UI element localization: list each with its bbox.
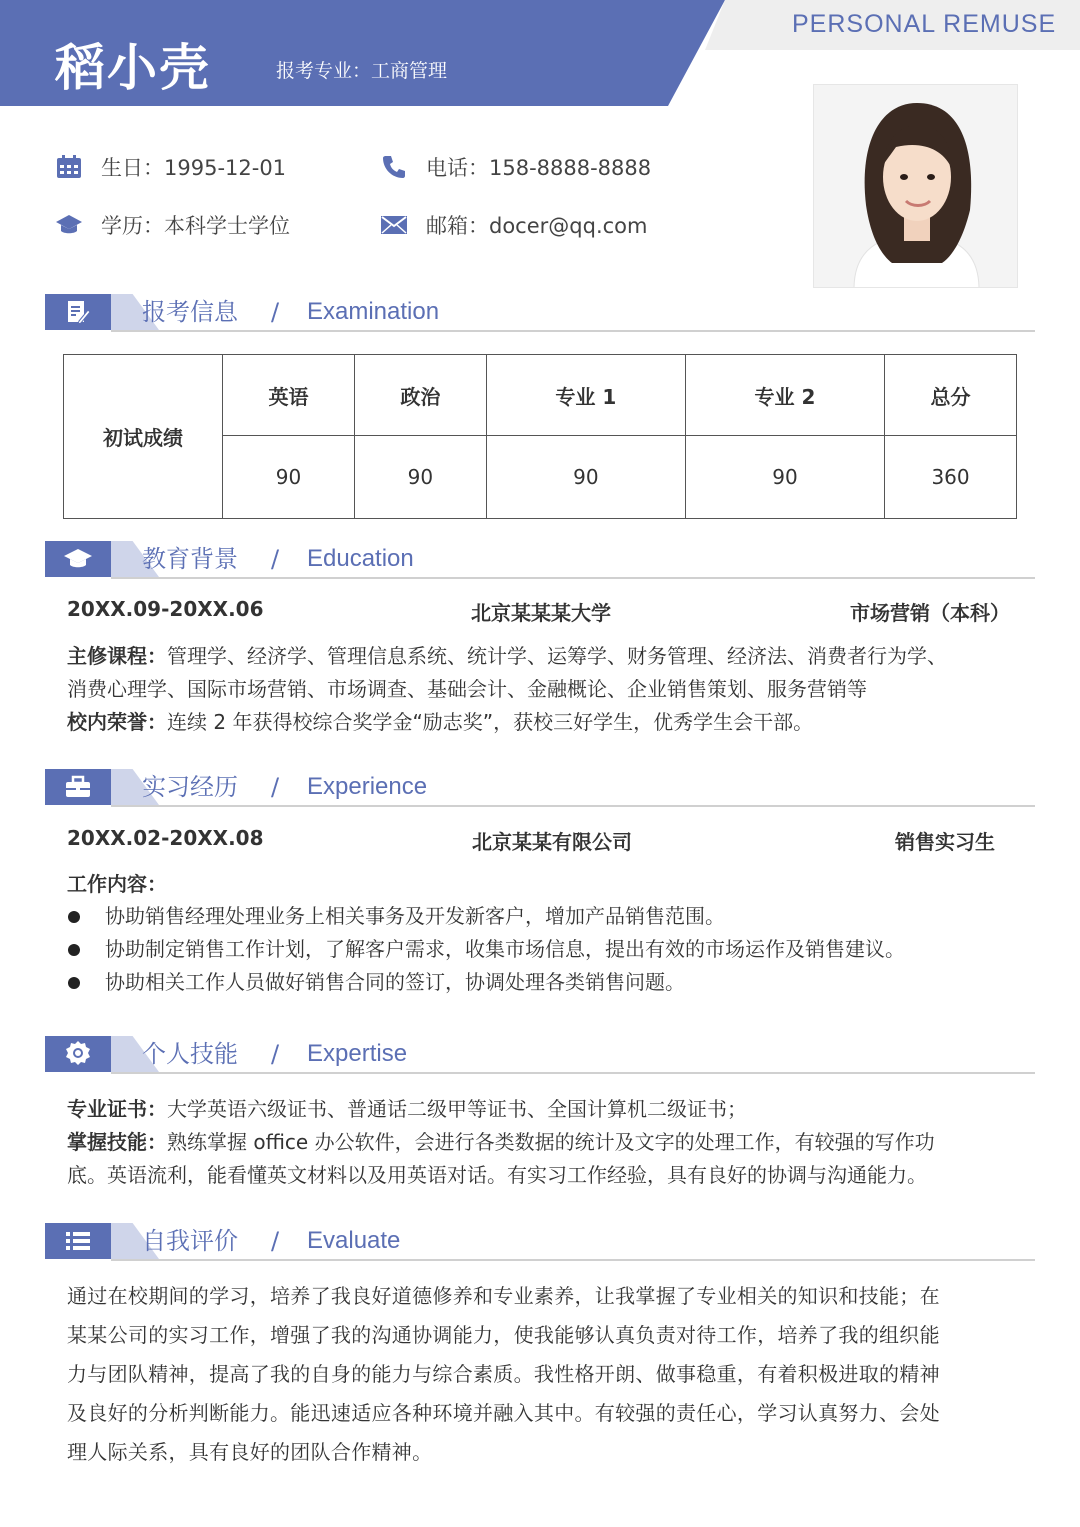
section-slash: / xyxy=(271,1227,280,1255)
evaluation-line: 某某公司的实习工作，增强了我的沟通协调能力，使我能够认真负责对待工作，培养了我的组织能 xyxy=(67,1323,940,1347)
candidate-name: 稻小壳 xyxy=(55,39,211,97)
section-header-evaluate xyxy=(45,1223,1035,1263)
phone-row xyxy=(380,152,651,182)
mail-icon xyxy=(380,211,408,239)
skills-label: 掌握技能： xyxy=(67,1130,167,1154)
section-title: 教育背景 xyxy=(142,545,238,573)
graduation-cap-icon xyxy=(45,541,111,577)
section-slash: / xyxy=(271,298,280,326)
honors-label: 校内荣誉： xyxy=(67,710,167,734)
table-header-cell: 专业 1 xyxy=(486,355,685,436)
experience-period: 20XX.02-20XX.08 xyxy=(67,826,264,850)
table-header-cell: 政治 xyxy=(354,355,486,436)
section-slash: / xyxy=(271,545,280,573)
applied-major: 报考专业：工商管理 xyxy=(276,60,448,82)
calendar-icon xyxy=(55,153,83,181)
exam-score-table xyxy=(63,354,1017,519)
section-title: 个人技能 xyxy=(142,1040,238,1068)
degree-text: 学历：本科学士学位 xyxy=(101,214,290,238)
table-header-cell: 英语 xyxy=(223,355,355,436)
section-title: 自我评价 xyxy=(142,1227,238,1255)
email-text: 邮箱：docer@qq.com xyxy=(426,214,648,238)
certificates-line xyxy=(67,1093,747,1126)
section-header-education xyxy=(45,541,1035,581)
table-header-cell: 专业 2 xyxy=(685,355,884,436)
education-degree: 市场营销（本科） xyxy=(850,601,1010,625)
section-header-skills xyxy=(45,1036,1035,1076)
certificates-text: 大学英语六级证书、普通话二级甲等证书、全国计算机二级证书； xyxy=(167,1097,747,1121)
certificates-label: 专业证书： xyxy=(67,1097,167,1121)
education-period: 20XX.09-20XX.06 xyxy=(67,597,264,621)
birthday-text: 生日：1995-12-01 xyxy=(101,156,287,180)
score-cell: 90 xyxy=(223,436,355,519)
row-label-cell: 初试成绩 xyxy=(64,355,223,519)
profile-photo xyxy=(813,84,1018,288)
education-school: 北京某某某大学 xyxy=(471,601,611,625)
evaluation-line: 通过在校期间的学习，培养了我良好道德修养和专业素养，让我掌握了专业相关的知识和技能；在 xyxy=(67,1284,940,1308)
score-cell: 90 xyxy=(354,436,486,519)
work-duties-list xyxy=(67,900,905,999)
form-edit-icon xyxy=(45,294,111,330)
work-content-label: 工作内容： xyxy=(67,872,167,896)
table-header-cell: 总分 xyxy=(885,355,1017,436)
section-title: 报考信息 xyxy=(142,298,238,326)
honors-text: 连续 2 年获得校综合奖学金“励志奖”，获校三好学生，优秀学生会干部。 xyxy=(167,710,814,734)
degree-row xyxy=(55,210,290,240)
education-summary-row xyxy=(67,597,1017,627)
section-title-english: Experience xyxy=(307,773,428,800)
experience-summary-row xyxy=(67,826,1017,856)
experience-role: 销售实习生 xyxy=(895,830,995,854)
evaluation-line: 及良好的分析判断能力。能迅速适应各种环境并融入其中。有较强的责任心，学习认真努力、会处 xyxy=(67,1401,940,1425)
section-header-exam xyxy=(45,294,1035,334)
courses-line-2: 消费心理学、国际市场营销、市场调查、基础会计、金融概论、企业销售策划、服务营销等 xyxy=(67,677,867,701)
skills-text: 熟练掌握 office 办公软件，会进行各类数据的统计及文字的处理工作，有较强的写作功 xyxy=(167,1130,935,1154)
courses-line-1 xyxy=(67,640,947,673)
score-cell: 360 xyxy=(885,436,1017,519)
email-row xyxy=(380,210,647,240)
document-title: PERSONAL REMUSE xyxy=(792,10,1057,38)
birthday-row xyxy=(55,152,286,182)
section-divider xyxy=(111,577,1035,579)
evaluation-line: 理人际关系，具有良好的团队合作精神。 xyxy=(67,1440,433,1464)
self-evaluation-text xyxy=(67,1277,1017,1472)
score-cell: 90 xyxy=(685,436,884,519)
courses-label: 主修课程： xyxy=(67,644,167,668)
section-slash: / xyxy=(271,773,280,801)
list-item: 协助相关工作人员做好销售合同的签订，协调处理各类销售问题。 xyxy=(67,966,905,999)
section-divider xyxy=(111,1259,1035,1261)
phone-text: 电话：158-8888-8888 xyxy=(426,156,652,180)
section-title-english: Evaluate xyxy=(307,1227,401,1254)
section-title-english: Expertise xyxy=(307,1040,408,1067)
section-title-english: Examination xyxy=(307,298,440,325)
experience-company: 北京某某有限公司 xyxy=(472,830,632,854)
list-item: 协助销售经理处理业务上相关事务及开发新客户，增加产品销售范围。 xyxy=(67,900,905,933)
skills-line-2: 底。英语流利，能看懂英文材料以及用英语对话。有实习工作经验，具有良好的协调与沟通能力。 xyxy=(67,1163,927,1187)
honors-line xyxy=(67,706,813,739)
section-header-experience xyxy=(45,769,1035,809)
graduation-cap-icon xyxy=(55,211,83,239)
list-item: 协助制定销售工作计划，了解客户需求，收集市场信息，提出有效的市场运作及销售建议。 xyxy=(67,933,905,966)
section-divider xyxy=(111,1072,1035,1074)
section-divider xyxy=(111,330,1035,332)
section-title-english: Education xyxy=(307,545,414,572)
skills-line-1 xyxy=(67,1126,935,1159)
evaluation-line: 力与团队精神，提高了我的自身的能力与综合素质。我性格开朗、做事稳重，有着积极进取的精神 xyxy=(67,1362,940,1386)
section-divider xyxy=(111,805,1035,807)
list-icon xyxy=(45,1223,111,1259)
section-slash: / xyxy=(271,1040,280,1068)
table-row xyxy=(64,355,1017,436)
phone-icon xyxy=(380,153,408,181)
courses-text: 管理学、经济学、管理信息系统、统计学、运筹学、财务管理、经济法、消费者行为学、 xyxy=(167,644,947,668)
award-icon xyxy=(45,1036,111,1072)
section-title: 实习经历 xyxy=(142,773,238,801)
briefcase-icon xyxy=(45,769,111,805)
score-cell: 90 xyxy=(486,436,685,519)
